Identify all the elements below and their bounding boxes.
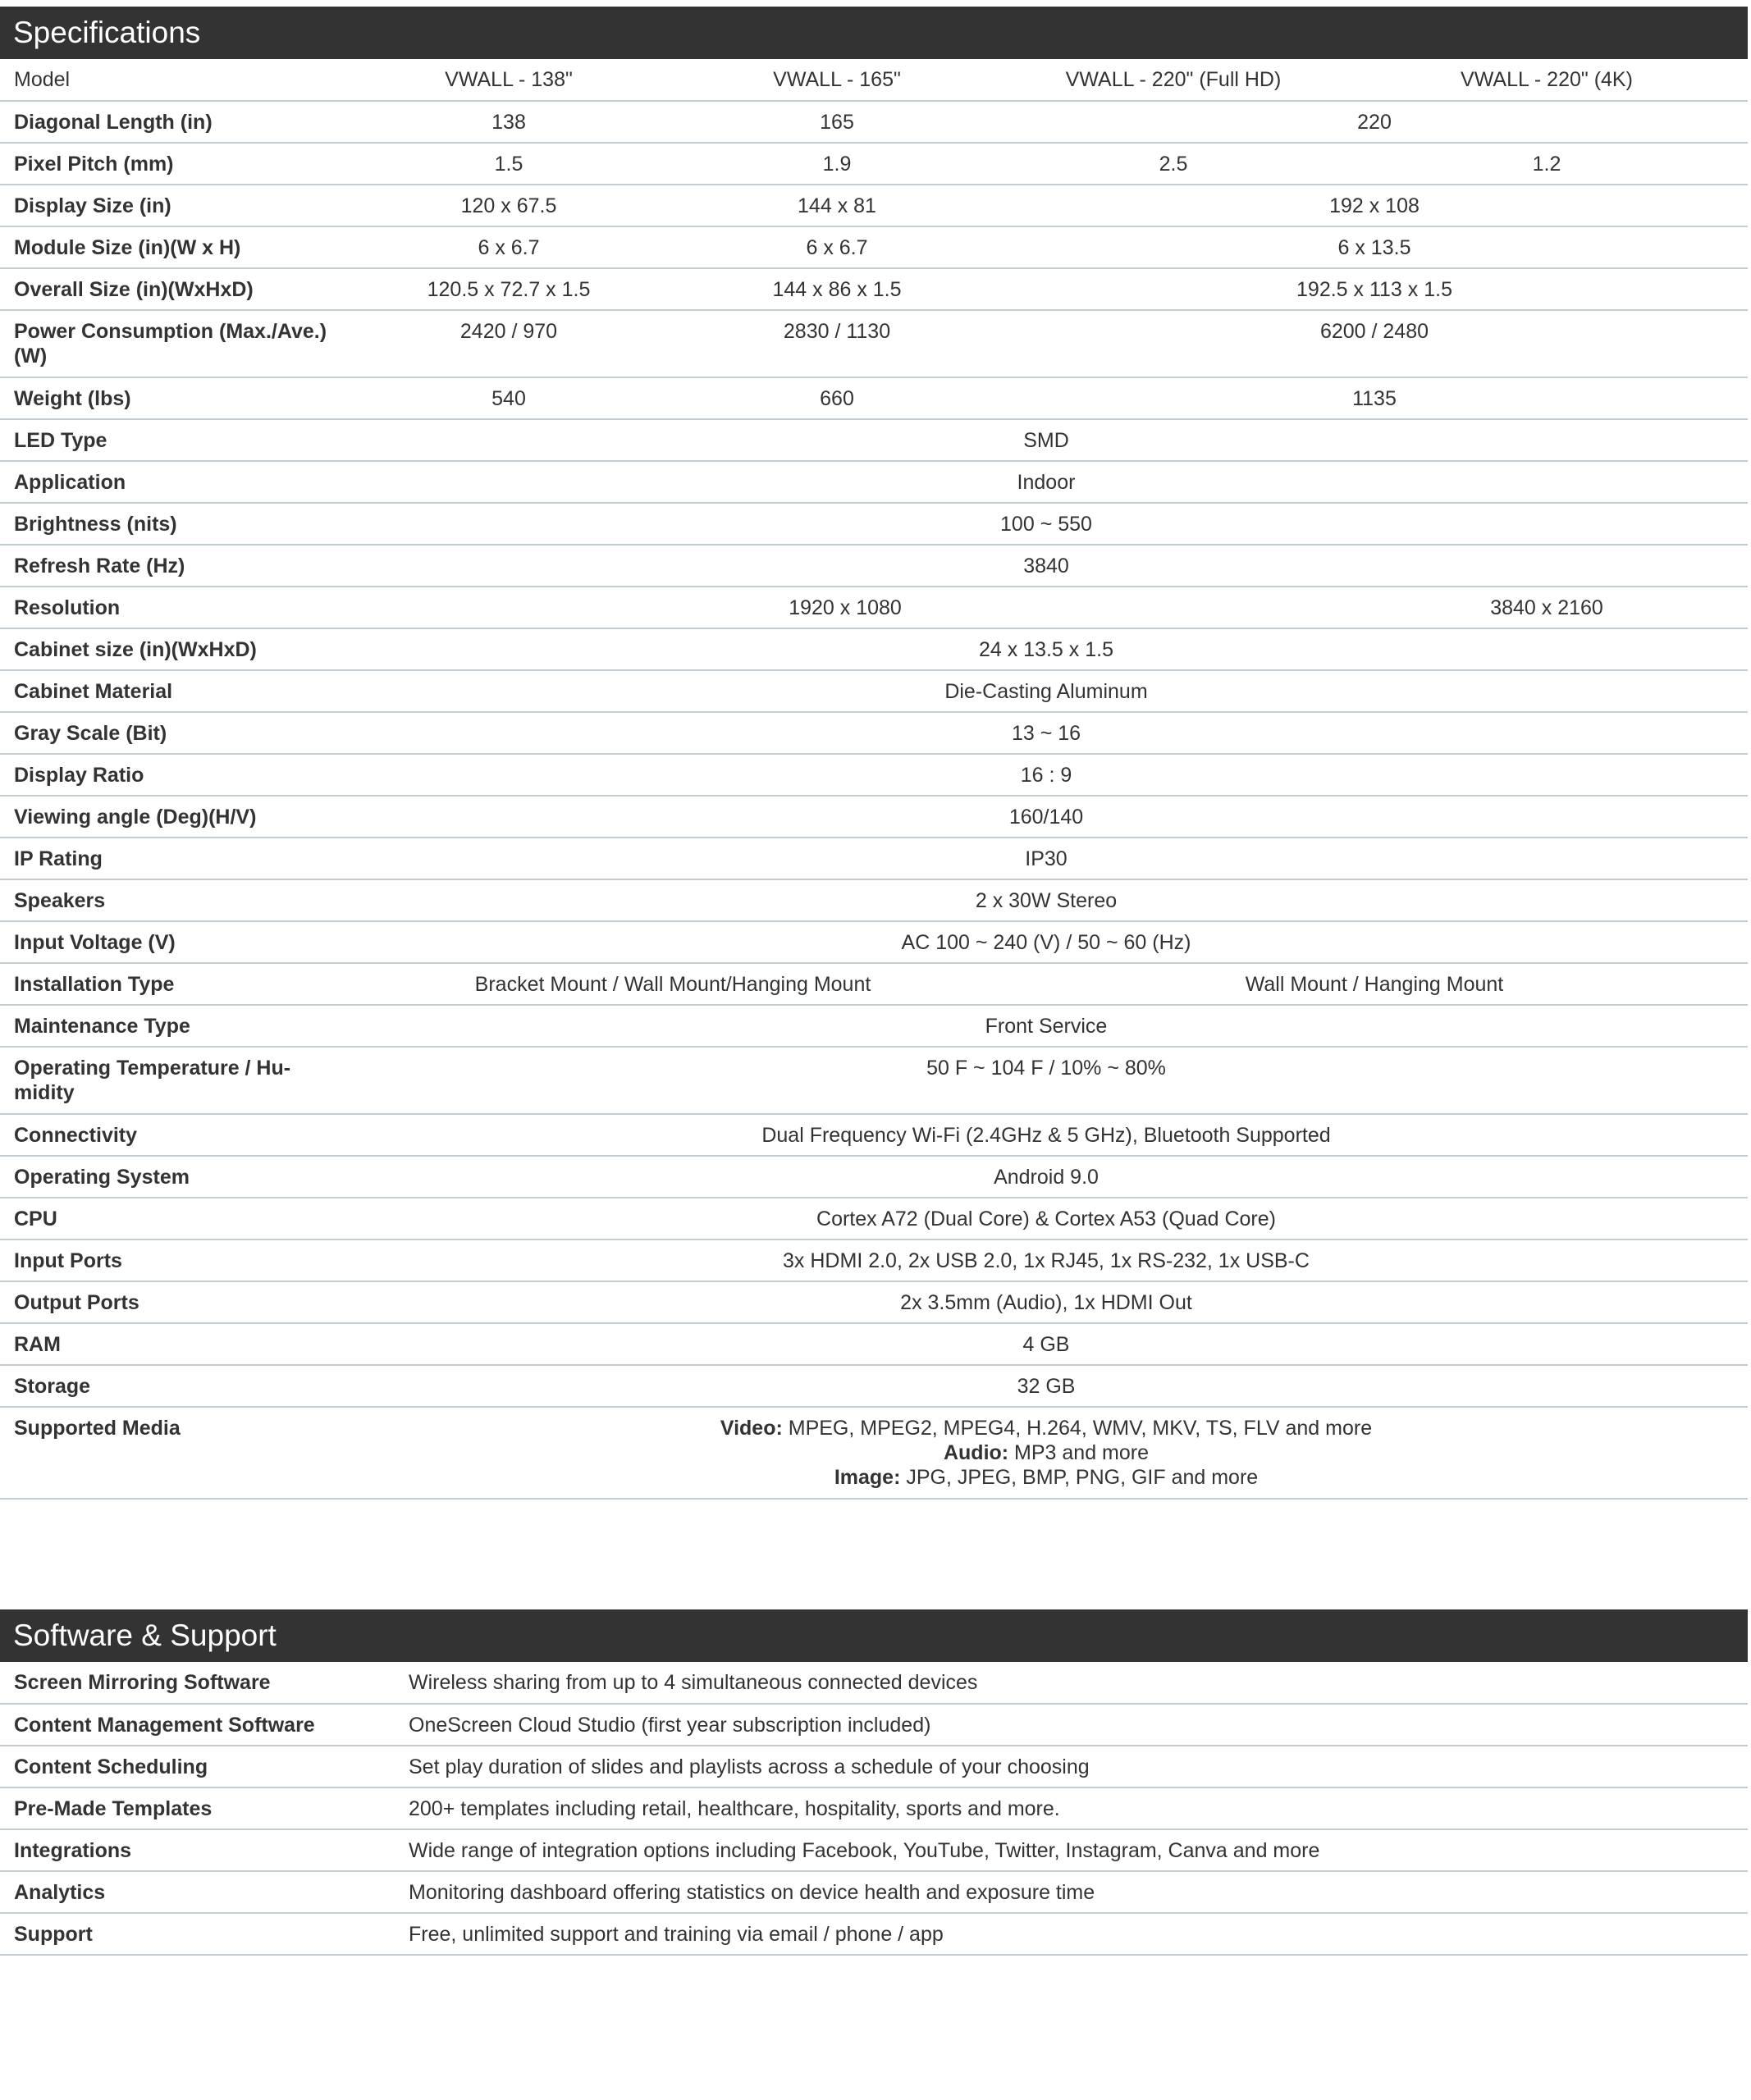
spec-value: 660 [673,377,1001,419]
model-name: VWALL - 220" (4K) [1346,59,1748,101]
spec-label: Input Voltage (V) [0,921,345,963]
media-type-label: Video: [720,1417,783,1440]
spec-value: 50 F ~ 104 F / 10% ~ 80% [345,1047,1748,1114]
supported-media-value [345,1407,1748,1499]
spec-label: LED Type [0,419,345,461]
spec-row [0,628,1748,670]
media-formats: MP3 and more [1008,1441,1150,1464]
software-support-table [0,1662,1748,1956]
spec-value: 2x 3.5mm (Audio), 1x HDMI Out [345,1281,1748,1323]
spec-value: 6 x 6.7 [345,226,673,268]
spec-value: 3x HDMI 2.0, 2x USB 2.0, 1x RJ45, 1x RS-232, 1x USB-C [345,1239,1748,1281]
software-value: Wide range of integration options including Facebook, YouTube, Twitter, Instagram, Canva and more [409,1829,1748,1871]
media-line [345,1416,1748,1440]
software-row [0,1704,1748,1746]
software-label: Support [0,1913,409,1955]
spec-label: Maintenance Type [0,1005,345,1047]
spec-label: Refresh Rate (Hz) [0,545,345,587]
spec-row [0,268,1748,310]
spec-row [0,1005,1748,1047]
software-value: Monitoring dashboard offering statistics on device health and exposure time [409,1871,1748,1913]
spec-row [0,670,1748,712]
spec-label: Display Size (in) [0,185,345,226]
spec-row [0,143,1748,185]
spec-value: Android 9.0 [345,1156,1748,1198]
spec-label: Supported Media [0,1407,345,1499]
spec-label: Viewing angle (Deg)(H/V) [0,796,345,838]
spec-value: 2 x 30W Stereo [345,879,1748,921]
spec-value: 2420 / 970 [345,310,673,377]
media-formats: JPG, JPEG, BMP, PNG, GIF and more [900,1466,1259,1489]
spec-value: 1135 [1001,377,1748,419]
spec-row [0,101,1748,143]
spec-row [0,310,1748,377]
spec-label: Cabinet size (in)(WxHxD) [0,628,345,670]
software-value: Wireless sharing from up to 4 simultaneous connected devices [409,1662,1748,1704]
spec-value: 192.5 x 113 x 1.5 [1001,268,1748,310]
spec-row [0,185,1748,226]
spec-row [0,1198,1748,1239]
spec-value: 1.2 [1346,143,1748,185]
spec-value: AC 100 ~ 240 (V) / 50 ~ 60 (Hz) [345,921,1748,963]
software-label: Screen Mirroring Software [0,1662,409,1704]
spec-row [0,461,1748,503]
spec-value: 32 GB [345,1365,1748,1407]
spec-label: Application [0,461,345,503]
spec-value: 3840 x 2160 [1346,587,1748,628]
spec-label: Installation Type [0,963,345,1005]
spec-row [0,712,1748,754]
media-type-label: Image: [834,1466,901,1489]
software-label: Content Management Software [0,1704,409,1746]
spec-label: Display Ratio [0,754,345,796]
spec-row [0,1365,1748,1407]
spec-row [0,226,1748,268]
spec-label: Input Ports [0,1239,345,1281]
software-value: Free, unlimited support and training via email / phone / app [409,1913,1748,1955]
spec-label: Output Ports [0,1281,345,1323]
spec-label: Weight (lbs) [0,377,345,419]
media-type-label: Audio: [943,1441,1009,1464]
software-row [0,1913,1748,1955]
spec-value: 160/140 [345,796,1748,838]
media-line [345,1465,1748,1490]
spec-row [0,1323,1748,1365]
spec-value: 100 ~ 550 [345,503,1748,545]
spec-row [0,921,1748,963]
spec-row [0,838,1748,879]
spec-label: Operating System [0,1156,345,1198]
spec-value: 6200 / 2480 [1001,310,1748,377]
media-formats: MPEG, MPEG2, MPEG4, H.264, WMV, MKV, TS, FLV and more [782,1417,1373,1440]
software-value: 200+ templates including retail, healthcare, hospitality, sports and more. [409,1787,1748,1829]
spec-value: 24 x 13.5 x 1.5 [345,628,1748,670]
spec-value: Wall Mount / Hanging Mount [1001,963,1748,1005]
spec-label: Power Consumption (Max./Ave.) (W) [0,310,345,377]
spec-value: 540 [345,377,673,419]
software-label: Pre-Made Templates [0,1787,409,1829]
spec-label: Speakers [0,879,345,921]
spec-value: Cortex A72 (Dual Core) & Cortex A53 (Quad Core) [345,1198,1748,1239]
spec-row [0,963,1748,1005]
model-label: Model [0,59,345,101]
model-header-row [0,59,1748,101]
software-row [0,1787,1748,1829]
spec-row [0,754,1748,796]
specifications-header: Specifications [0,7,1748,59]
software-row [0,1829,1748,1871]
spec-row [0,1239,1748,1281]
media-line [345,1440,1748,1465]
spec-value: 192 x 108 [1001,185,1748,226]
spec-label: Cabinet Material [0,670,345,712]
specifications-table [0,59,1748,1500]
spec-value: 120 x 67.5 [345,185,673,226]
spec-value: 138 [345,101,673,143]
spec-label: Brightness (nits) [0,503,345,545]
spec-label: Module Size (in)(W x H) [0,226,345,268]
spec-label: RAM [0,1323,345,1365]
spec-value: Indoor [345,461,1748,503]
spec-row [0,1047,1748,1114]
spec-row [0,879,1748,921]
model-name: VWALL - 220" (Full HD) [1001,59,1346,101]
software-row [0,1871,1748,1913]
spec-label: Pixel Pitch (mm) [0,143,345,185]
spec-label: Operating Temperature / Hu-midity [0,1047,345,1114]
spec-label: Storage [0,1365,345,1407]
spec-label: Connectivity [0,1114,345,1156]
spec-value: 1920 x 1080 [345,587,1346,628]
spec-label: Overall Size (in)(WxHxD) [0,268,345,310]
software-support-header: Software & Support [0,1609,1748,1662]
software-label: Integrations [0,1829,409,1871]
spec-row [0,503,1748,545]
spec-value: 220 [1001,101,1748,143]
spec-value: 6 x 6.7 [673,226,1001,268]
spec-label: Resolution [0,587,345,628]
spec-value: 4 GB [345,1323,1748,1365]
spec-row [0,545,1748,587]
software-value: Set play duration of slides and playlists across a schedule of your choosing [409,1746,1748,1787]
spec-value: 144 x 81 [673,185,1001,226]
spec-label: CPU [0,1198,345,1239]
software-label: Content Scheduling [0,1746,409,1787]
software-value: OneScreen Cloud Studio (first year subscription included) [409,1704,1748,1746]
model-name: VWALL - 165" [673,59,1001,101]
spec-value: 2.5 [1001,143,1346,185]
spec-row-supported-media [0,1407,1748,1499]
spec-value: 3840 [345,545,1748,587]
spec-row [0,377,1748,419]
spec-value: 13 ~ 16 [345,712,1748,754]
spec-label: Diagonal Length (in) [0,101,345,143]
spec-label: Gray Scale (Bit) [0,712,345,754]
spec-value: 1.5 [345,143,673,185]
spec-value: Die-Casting Aluminum [345,670,1748,712]
spec-value: 120.5 x 72.7 x 1.5 [345,268,673,310]
software-row [0,1662,1748,1704]
spec-value: SMD [345,419,1748,461]
spec-label: IP Rating [0,838,345,879]
spec-value: 16 : 9 [345,754,1748,796]
software-label: Analytics [0,1871,409,1913]
spec-value: 144 x 86 x 1.5 [673,268,1001,310]
spec-value: Front Service [345,1005,1748,1047]
spec-value: 165 [673,101,1001,143]
model-name: VWALL - 138" [345,59,673,101]
spec-row [0,419,1748,461]
spec-row [0,796,1748,838]
spec-value: 2830 / 1130 [673,310,1001,377]
software-row [0,1746,1748,1787]
spec-value: 1.9 [673,143,1001,185]
spec-value: 6 x 13.5 [1001,226,1748,268]
spec-value: IP30 [345,838,1748,879]
spec-row [0,1156,1748,1198]
spec-value: Dual Frequency Wi-Fi (2.4GHz & 5 GHz), Bluetooth Supported [345,1114,1748,1156]
spec-row [0,1114,1748,1156]
spec-value: Bracket Mount / Wall Mount/Hanging Mount [345,963,1001,1005]
spec-row [0,587,1748,628]
spec-row [0,1281,1748,1323]
